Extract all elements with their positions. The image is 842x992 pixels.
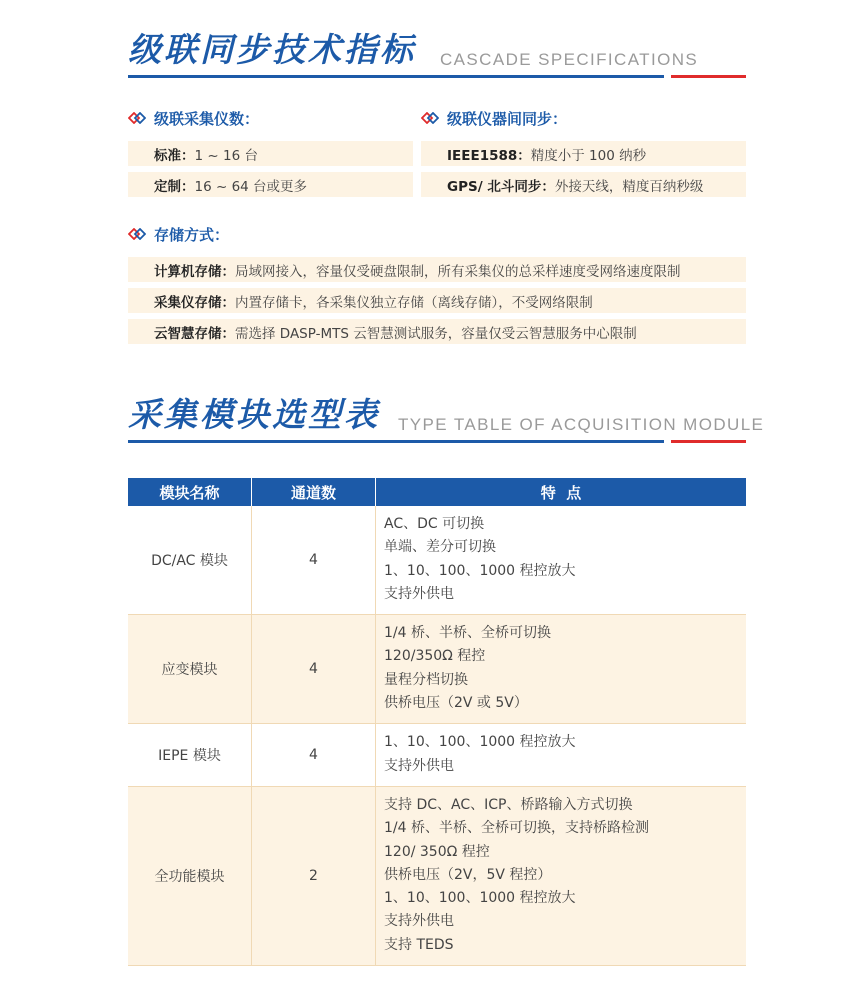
channel-count: 2 <box>252 787 376 965</box>
feature-item: AC、DC 可切换 <box>384 516 485 532</box>
spec-row <box>128 257 746 282</box>
spec-key: GPS/ 北斗同步： <box>447 178 555 195</box>
subheading-label: 级联采集仪数： <box>154 109 260 128</box>
subheading-label: 存储方式： <box>154 225 230 244</box>
spec-row <box>128 288 746 313</box>
title-underline-blue <box>128 75 664 78</box>
module-name: IEPE 模块 <box>128 724 252 786</box>
spec-value: 局域网接入，容量仅受硬盘限制，所有采集仪的总采样速度受网络速度限制 <box>235 263 681 280</box>
module-table <box>128 478 746 966</box>
spec-value: 16 ~ 64 台或更多 <box>194 178 308 195</box>
channel-count: 4 <box>252 615 376 723</box>
feature-item: 支持外供电 <box>384 913 454 930</box>
section-header-module-table <box>128 393 765 443</box>
table-header <box>128 478 746 506</box>
feature-item: 120/ 350Ω 程控 <box>384 843 490 860</box>
feature-list <box>376 615 746 723</box>
spec-value: 外接天线，精度百纳秒级 <box>554 178 704 195</box>
spec-key: IEEE1588： <box>447 147 531 164</box>
spec-row <box>128 172 413 197</box>
feature-item: 供桥电压（2V 或 5V） <box>384 695 528 712</box>
feature-item: 1、10、100、1000 程控放大 <box>384 890 576 907</box>
table-row <box>128 506 746 615</box>
feature-item: 1/4 桥、半桥、全桥可切换，支持桥路检测 <box>384 820 649 837</box>
double-diamond-icon <box>421 112 439 124</box>
section-title-en: TYPE TABLE OF ACQUISITION MODULE <box>398 415 765 434</box>
section-header-cascade <box>128 28 746 78</box>
section-title-cn: 采集模块选型表 <box>128 395 380 434</box>
feature-item: 1/4 桥、半桥、全桥可切换 <box>384 625 551 642</box>
spec-key: 标准： <box>154 147 195 164</box>
column-header-channels: 通道数 <box>252 478 376 506</box>
module-name: DC/AC 模块 <box>128 506 252 614</box>
spec-value: 1 ~ 16 台 <box>194 147 258 164</box>
feature-item: 支持外供电 <box>384 585 454 602</box>
table-row <box>128 724 746 787</box>
feature-list <box>376 787 746 965</box>
subheading-sync <box>421 108 567 128</box>
subheading-storage <box>128 224 229 244</box>
spec-key: 云智慧存储： <box>154 325 235 342</box>
feature-item: 供桥电压（2V，5V 程控） <box>384 866 552 883</box>
spec-row <box>128 319 746 344</box>
subheading-cascade-count <box>128 108 259 128</box>
feature-item: 1、10、100、1000 程控放大 <box>384 562 576 579</box>
section-title-cn: 级联同步技术指标 <box>128 30 416 69</box>
spec-row <box>421 172 746 197</box>
spec-key: 计算机存储： <box>154 263 235 280</box>
feature-item: 支持 TEDS <box>384 936 454 953</box>
spec-row <box>128 141 413 166</box>
table-row <box>128 615 746 724</box>
subheading-label: 级联仪器间同步： <box>447 109 568 128</box>
module-name: 全功能模块 <box>128 787 252 965</box>
column-header-features: 特 点 <box>540 483 582 502</box>
title-underline-red <box>671 75 746 78</box>
module-name: 应变模块 <box>128 615 252 723</box>
feature-item: 单端、差分可切换 <box>384 539 496 556</box>
feature-item: 1、10、100、1000 程控放大 <box>384 734 576 751</box>
spec-key: 定制： <box>154 178 195 195</box>
spec-value: 需选择 DASP-MTS 云智慧测试服务，容量仅受云智慧服务中心限制 <box>235 325 637 342</box>
feature-list <box>376 724 746 786</box>
feature-item: 量程分档切换 <box>384 671 468 688</box>
channel-count: 4 <box>252 724 376 786</box>
spec-key: 采集仪存储： <box>154 294 235 311</box>
title-underline-blue <box>128 440 664 443</box>
section-title-en: CASCADE SPECIFICATIONS <box>440 50 699 69</box>
feature-list <box>376 506 746 614</box>
spec-value: 内置存储卡，各采集仪独立存储（离线存储），不受网络限制 <box>235 294 593 311</box>
channel-count: 4 <box>252 506 376 614</box>
feature-item: 120/350Ω 程控 <box>384 648 486 665</box>
feature-item: 支持 DC、AC、ICP、桥路输入方式切换 <box>384 796 633 813</box>
spec-row <box>421 141 746 166</box>
spec-value: 精度小于 100 纳秒 <box>530 147 647 164</box>
feature-item: 支持外供电 <box>384 757 454 774</box>
double-diamond-icon <box>128 112 146 124</box>
title-underline-red <box>671 440 746 443</box>
column-header-name: 模块名称 <box>128 478 252 506</box>
double-diamond-icon <box>128 228 146 240</box>
table-row <box>128 787 746 966</box>
